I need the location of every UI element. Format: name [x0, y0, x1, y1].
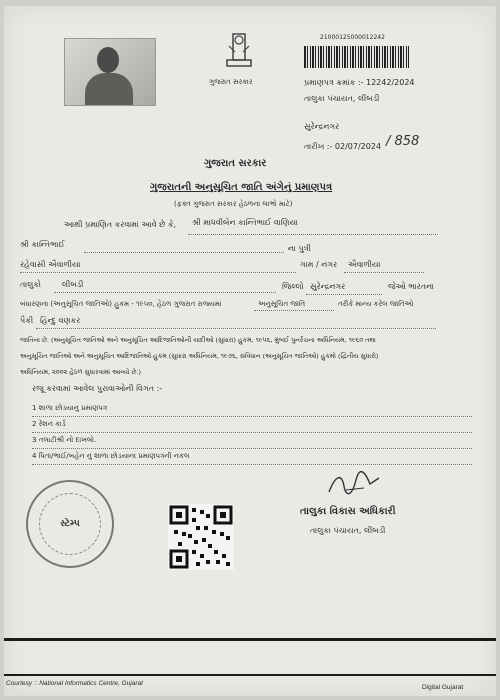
qr-code-icon [168, 504, 234, 570]
issuing-office: તાલુકા પંચાયત, લીંબડી [304, 94, 380, 103]
document-underline [32, 416, 472, 417]
certify-prefix: આથી પ્રમાણિત કરવામાં આવે છે કે, [64, 220, 177, 229]
document-underline [32, 432, 472, 433]
district-label: જિલ્લો [282, 282, 304, 291]
taluka-value: લીંબડી [62, 280, 84, 289]
state-emblem-icon [214, 32, 264, 76]
footer-rule-bottom [4, 674, 496, 676]
residence-label: રહેવાસી ઐવાળીયા [20, 260, 81, 269]
certificate-note: (ફક્ત ગુજરાત સરકાર હેઠળના લાભો માટે) [174, 200, 293, 208]
taluka-label: તાલુકો [20, 280, 41, 289]
signatory-office: તાલુકા પંચાયત, લીંબડી [310, 526, 386, 535]
relation-text: ના પુત્રી [288, 244, 311, 253]
emblem-caption: ગુજરાત સરકાર [209, 78, 253, 86]
village-value: ઐવાળીયા [348, 260, 381, 269]
residence-underline [20, 272, 296, 273]
digital-gujarat-label: Digital Gujarat [422, 684, 464, 691]
document-item: 4 પિતા/ભાઈ/બહેન નુ શાળા છોડયાના પ્રમાણપત્રની નકલ [32, 452, 190, 460]
state-text: જેઓ ભારતના [388, 282, 435, 291]
government-title: ગુજરાત સરકાર [204, 158, 267, 169]
document-underline [32, 448, 472, 449]
name-underline [188, 234, 438, 235]
barcode-number: 21000125000012242 [320, 34, 385, 41]
village-underline [344, 272, 424, 273]
certificate-number: પ્રમાણપત્ર ક્રમાંક :- 12242/2024 [304, 78, 415, 87]
village-label: ગામ / નગર [300, 260, 338, 269]
office-stamp [26, 480, 114, 568]
reference-label: સુરેન્દ્રનગર [304, 122, 340, 131]
signature [324, 468, 384, 500]
subcaste-value: હિન્દુ વણકર [40, 316, 81, 325]
issue-date: તારીખ :- 02/07/2024 [304, 142, 382, 151]
order-line: બંધારણના (અનુસૂચિત જાતિઓ) હુકમ - ૧૯૫૦, હેઠળ ગુજરાત રાજ્યમાં [20, 300, 222, 308]
legal-para-1: જાતિના છે. (અનુસૂચિત જાતિઓ અને અનુસૂચિત આદિજાતિઓની યાદીઓ (સુધારા) હુકમ, ૧૯૫૬, મુંબઈ પુનર્રચના અધિનિયમ, ૧૯૬૦ તથા [20, 336, 376, 344]
father-underline [84, 252, 284, 253]
certificate-title: ગુજરાતની અનુસૂચિત જાતિ અંગેનું પ્રમાણપત્ર [150, 182, 333, 193]
district-value: સુરેન્દ્રનગર [310, 282, 346, 291]
document-item: 2 રેશન કાર્ડ [32, 420, 66, 428]
district-underline [306, 294, 382, 295]
signatory-title: તાલુકા વિકાસ અધિકારી [300, 506, 396, 517]
courtesy-note: Courtesy :: National Informatics Centre, Gujarat [6, 680, 143, 687]
applicant-name: શ્રી માધવીબેન કાન્તિભાઈ વાણિયા [192, 218, 299, 227]
legal-para-3: અધિનિયમ, ૨૦૦૨ હેઠળ સુધારવામાં આવ્યો છે.) [20, 368, 141, 376]
handwritten-mark: / 858 [386, 134, 420, 149]
father-name: શ્રી કાન્તિભાઈ [20, 240, 65, 249]
caste-label: અનુસૂચિત જાતિ [258, 300, 306, 308]
footer-rule-top [4, 638, 496, 641]
stamp-text: સ્ટેમ્પ [39, 493, 101, 555]
barcode [304, 46, 409, 68]
subcaste-label: પૈકી [20, 316, 34, 325]
caste-underline [254, 310, 334, 311]
taluka-underline [54, 292, 276, 293]
document-underline [32, 464, 472, 465]
recognized-text: તરીકે માન્ય કરેલ જાતિઓ [338, 300, 414, 308]
subcaste-underline [36, 328, 436, 329]
legal-para-2: અનુસૂચિત જાતિઓ અને અનુસૂચિત આદિજાતિઓ હુકમ (સુધારા અધિનિયમ, ૧૯૭૬, સંવિધાન (અનુસૂચિત જાતિઓ) હુકમો (દ્વિતીય સુધારો) [20, 352, 379, 360]
document-item: 1 શાળા છોડયાનુ પ્રમાણપત્ર [32, 404, 108, 412]
applicant-photo [64, 38, 156, 106]
certificate-sheet [4, 6, 496, 696]
documents-heading: રજૂ કરવામાં આવેલ પુરાવાઓની વિગત :- [32, 384, 163, 393]
document-item: 3 તલાટીશ્રી નો દાખલો. [32, 436, 97, 444]
